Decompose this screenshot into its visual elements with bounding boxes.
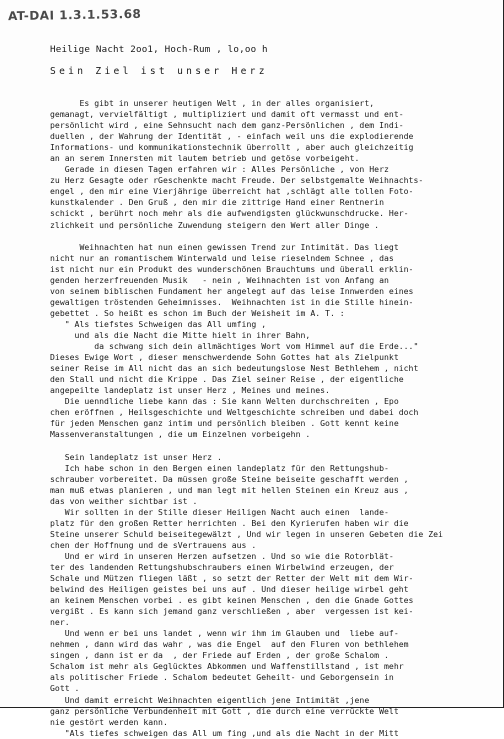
- text-line: singen , dann ist er da , der Friede auf Erden , der große Schalom .: [50, 650, 389, 661]
- text-line: zu Herz Gesagte oder rGeschenkte macht Freude. Der selbstgemalte Weihnachts-: [50, 175, 424, 186]
- text-line: ganz persönliche Verbundenheit mit Gott , die durch eine verrückte Welt: [50, 705, 399, 716]
- text-line: an an serem Innersten mit lautem betrieb und getöse vorbeigeht.: [50, 153, 360, 164]
- archive-stamp: AT-DAI 1.3.1.53.68: [7, 6, 142, 24]
- text-line: engel , den mir eine Vierjährige überreicht hat ,schlägt alle tollen Foto-: [50, 186, 414, 197]
- text-line: ter des landenden Rettungshubschraubers einen Wirbelwind erzeugen, der: [50, 561, 394, 572]
- text-line: "Als tiefes schweigen das All um fing ,und als die Nacht in der Mitt: [50, 727, 399, 738]
- text-line: duellen , der Wahrung der Identität , - einfach weil uns die explodierende: [50, 131, 414, 142]
- text-line: chen eröffnen , Heilsgeschichte und Weltgeschichte schreiben und dabei doch: [50, 407, 419, 418]
- text-line: " Als tiefstes Schweigen das All umfing ,: [50, 318, 267, 329]
- text-line: persönlicht wird , eine Sehnsucht nach dem ganz-Persönlichen , dem Indi-: [50, 120, 404, 131]
- text-line: als politischer Friede . Schalom bedeutet Geheilt- und Geborgensein in: [50, 672, 394, 683]
- text-line: Schalom ist mehr als Geglücktes Abkommen und Waffenstillstand , ist mehr: [50, 661, 404, 672]
- text-line: das von weither sichtbar ist .: [50, 495, 198, 506]
- text-line: Und er wird in unseren Herzen aufsetzen . Und so wie die Rotorblät-: [50, 550, 394, 561]
- text-line: belwind des Heiligen geistes bei uns auf . Und dieser heilige wirbel geht: [50, 584, 409, 595]
- text-line: Und wenn er bei uns landet , wenn wir ihm im Glauben und liebe auf-: [50, 628, 399, 639]
- text-line: Ich habe schon in den Bergen einen landeplatz für den Rettungshub-: [50, 462, 389, 473]
- text-line: Gerade in diesen Tagen erfahren wir : Alles Persönliche , von Herz: [50, 164, 389, 175]
- text-line: Sein landeplatz ist unser Herz .: [50, 451, 222, 462]
- text-line: an keinem Menschen vorbei . es gibt keinen Menschen , den die Gnade Gottes: [50, 595, 414, 606]
- text-line: Es gibt in unserer heutigen Welt , in der alles organisiert,: [50, 98, 375, 108]
- text-line: Informations- und kommunikationstechnik überrollt , aber auch gleichzeitig: [50, 142, 414, 153]
- text-line: Gott .: [50, 683, 80, 694]
- text-line: den Stall und nicht die Krippe . Das Ziel seiner Reise , der eigentliche: [50, 374, 404, 385]
- text-line: gebettet . So heißt es schon im Buch der Weisheit im A. T. :: [50, 307, 345, 318]
- text-line: Schale und Mützen fliegen läßt , so setzt der Retter der Welt mit dem Wir-: [50, 573, 414, 584]
- text-line: gemanagt, vervielfältigt , multipliziert und damit oft vermasst und ent-: [50, 109, 404, 120]
- text-line: platz für den großen Retter herrichten . Bei den Kyrierufen haben wir die: [50, 517, 409, 528]
- text-line: angepeilte landeplatz ist unser Herz , Meines und meines.: [50, 385, 330, 396]
- text-line: ist nicht nur ein Produkt des wunderschönen Brauchtums und überall erklin-: [50, 263, 414, 274]
- text-line: nehmen , dann wird das wahr , was die Engel auf den Fluren von bethlehem: [50, 639, 409, 650]
- document-title: Sein Ziel ist unser Herz: [50, 66, 268, 77]
- text-line: seiner Reise im All nicht das an sich bedeutungslose Nest Bethlehem , nicht: [50, 363, 419, 374]
- text-line: Dieses Ewige Wort , dieser menschwerdende Sohn Gottes hat als Zielpunkt: [50, 352, 399, 363]
- text-line: man muß etwas planieren , und man legt mit hellen Steinen ein Kreuz aus ,: [50, 484, 409, 495]
- text-line: Steine unserer Schuld beiseitegewälzt , Und wir legen in unseren Gebeten die Zei: [50, 528, 443, 539]
- document-body: [50, 98, 502, 739]
- text-line: ner.: [50, 617, 70, 628]
- text-line: schickt , berührt noch mehr als die aufwendigsten glückwunschdrucke. Her-: [50, 208, 409, 219]
- text-line: Die uenndliche liebe kann das : Sie kann Welten durchschreiten , Epo: [50, 396, 399, 407]
- text-line: und als die Nacht die Mitte hielt in ihrer Bahn,: [50, 329, 311, 340]
- text-line: genden herzerfreuenden Musik - nein , Weihnachten ist von Anfang an: [50, 274, 389, 285]
- text-line: da schwang sich dein allmächtiges Wort vom Himmel auf die Erde...": [50, 341, 419, 352]
- text-line: nie gestört werden kann.: [50, 716, 168, 727]
- text-line: gewaltigen tröstenden Geheimnisses. Weihnachten ist in die Stille hinein-: [50, 296, 414, 307]
- text-line: Massenveranstaltungen , die um Einzelnen vorbeigehn .: [50, 429, 311, 440]
- text-line: Weihnachten hat nun einen gewissen Trend zur Intimität. Das liegt: [50, 241, 399, 252]
- text-line: [50, 231, 502, 242]
- text-line: Und damit erreicht Weihnachten eigentlich jene Intimität ,jene: [50, 694, 370, 705]
- document-header: Heilige Nacht 2oo1, Hoch-Rum , lo,oo h: [50, 44, 268, 55]
- text-line: chen der Hoffnung und de sVertrauens aus .: [50, 539, 257, 550]
- text-line: von seinem biblischen Fundament her angelegt auf das leise Innwerden eines: [50, 285, 414, 296]
- text-line: vergißt . Es kann sich jemand ganz verschließen , aber vergessen ist kei-: [50, 606, 414, 617]
- text-line: kunstkalender . Den Gruß , den mir die zittrige Hand einer Rentnerin: [50, 197, 384, 208]
- text-line: nicht nur an romantischem Winterwald und leise rieselndem Schnee , das: [50, 252, 394, 263]
- text-line: zlichkeit und persönliche Zuwendung steigern den Wert aller Dinge .: [50, 219, 380, 230]
- text-line: Wir sollten in der Stille dieser Heiligen Nacht auch einen lande-: [50, 506, 389, 517]
- text-line: schrauber vorbereitet. Da müssen große Steine beiseite geschafft werden ,: [50, 473, 409, 484]
- text-line: für jeden Menschen ganz intim und persönlich bleiben . Gott kennt keine: [50, 418, 399, 429]
- text-line: [50, 440, 502, 451]
